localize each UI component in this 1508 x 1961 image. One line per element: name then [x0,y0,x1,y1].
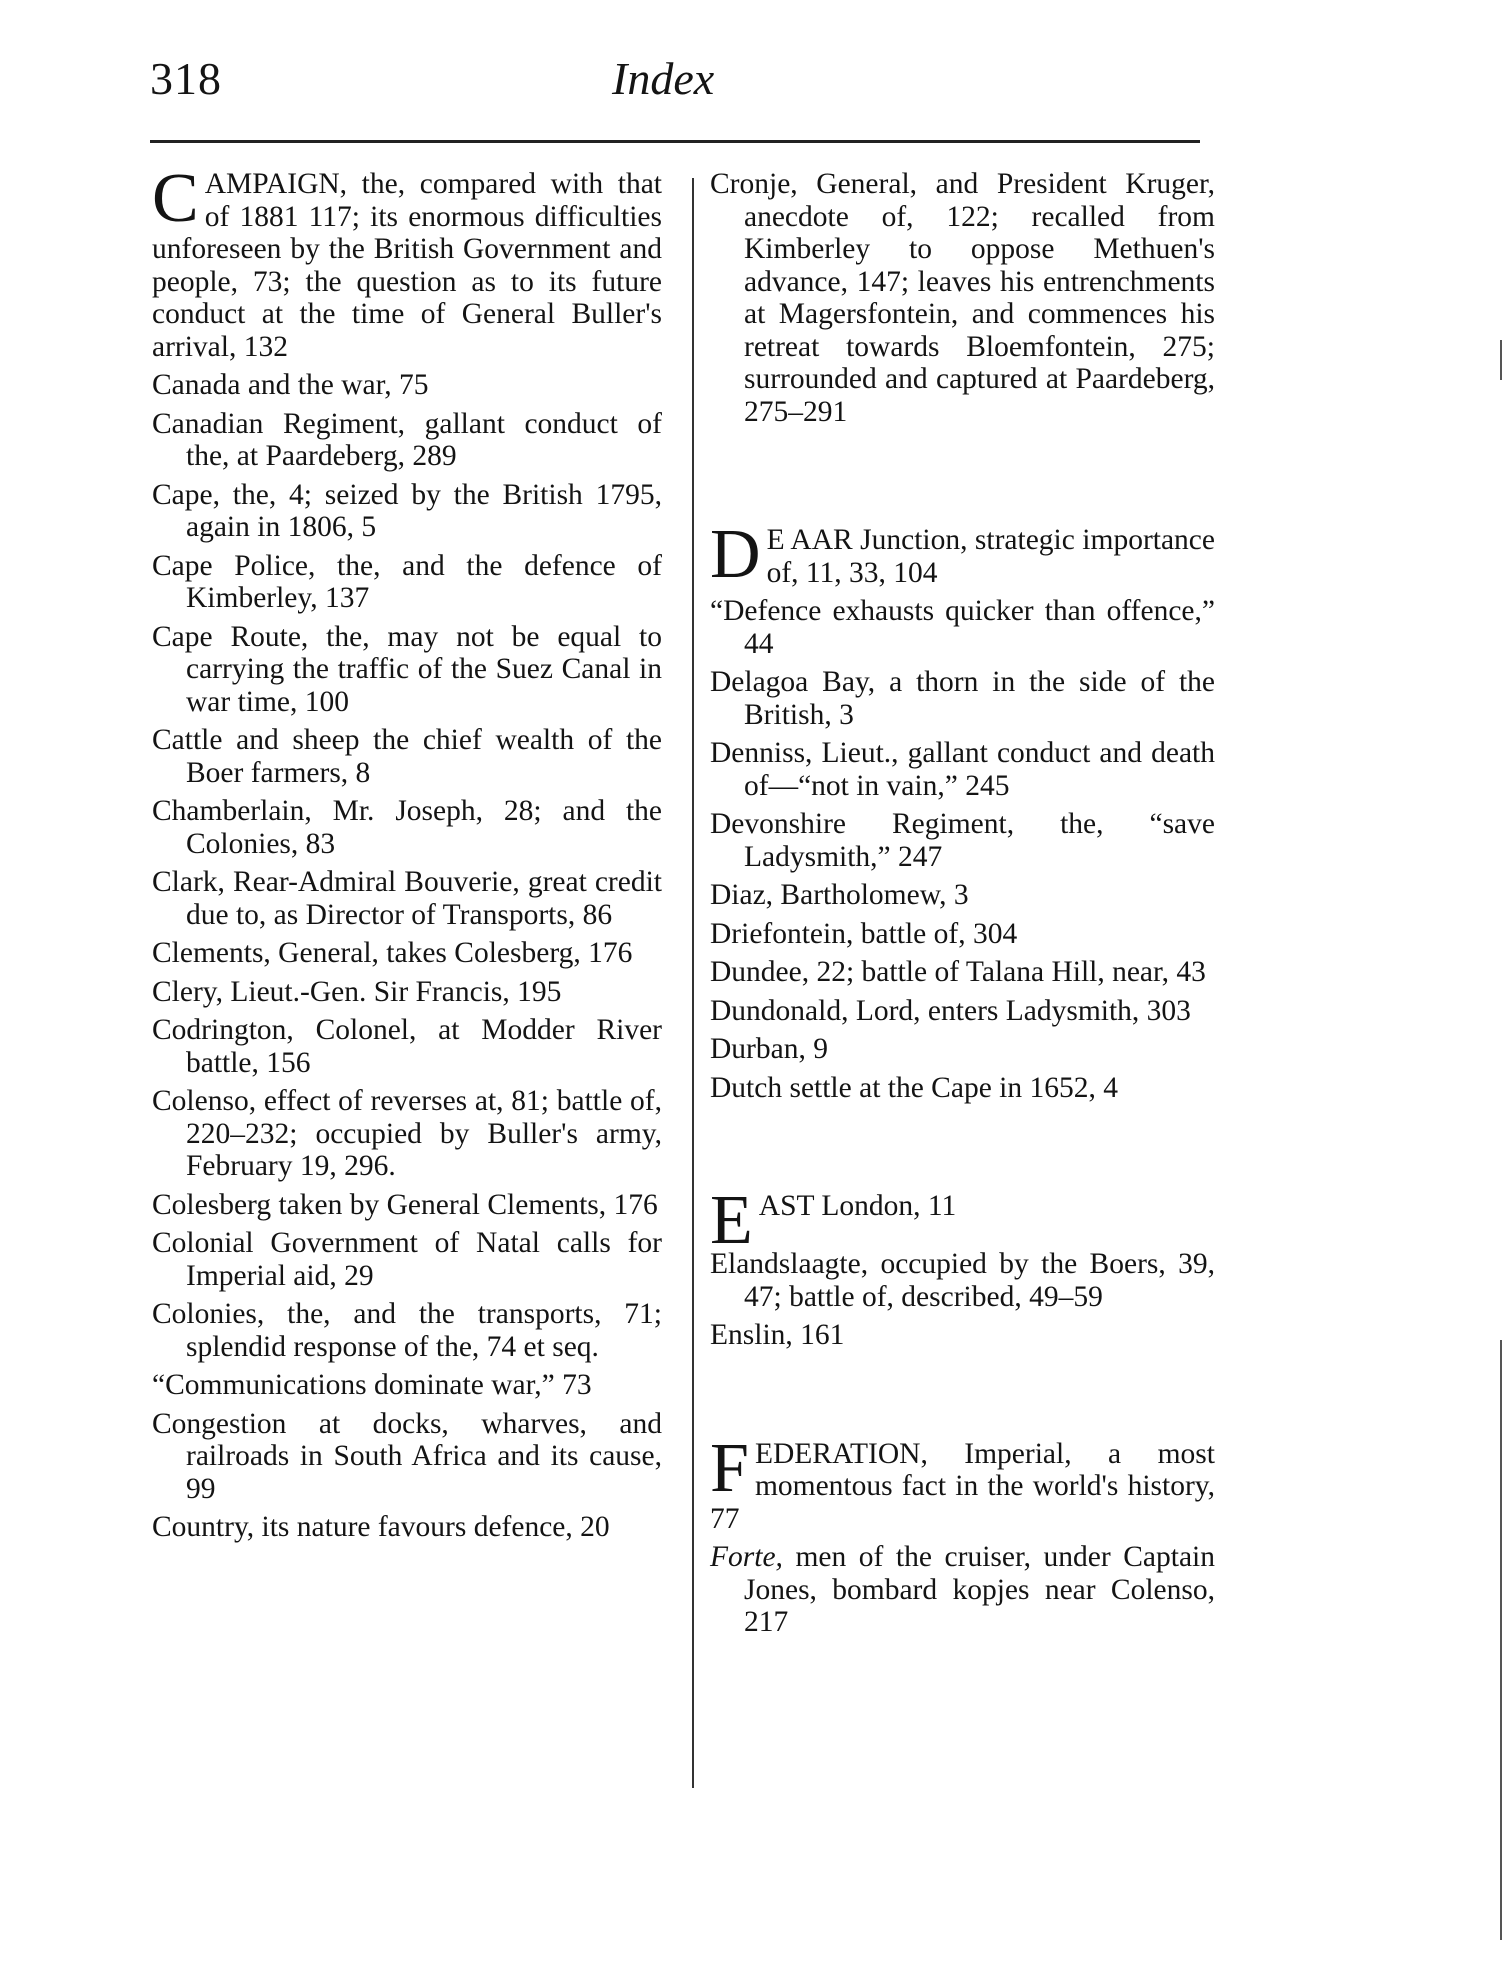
index-entry: Diaz, Bartholomew, 3 [710,879,969,911]
index-entry: Delagoa Bay, a thorn in the side of the British, 3 [710,666,1215,731]
index-section-head-c [152,160,662,363]
index-entry: Colenso, effect of reverses at, 81; battle of, 220–232; occupied by Buller's army, February 19, 296. [152,1085,662,1182]
section-gap [710,434,1215,524]
section-gap [710,1358,1215,1438]
section-f-text: EDERATION, Imperial, a most momentous fact in the world's history, 77 [710,1437,1215,1535]
index-entry: Colesberg taken by General Clements, 176 [152,1188,658,1221]
running-head: Index [612,53,715,104]
index-entry: Colonial Government of Natal calls for Imperial aid, 29 [152,1227,662,1292]
section-c-text: AMPAIGN, the, compared with that of 1881 117; its enormous difficulties unforeseen by the British Government and people, 73; the question as to its future conduct at the time of General Buller's arrival, 132 [152,168,662,363]
index-entry: Canada and the war, 75 [152,369,429,401]
index-entry: Clark, Rear-Admiral Bouverie, great credit due to, as Director of Transports, 86 [152,866,662,931]
left-column [152,160,662,1550]
ship-name: Forte, [710,1541,783,1573]
index-entry: Codrington, Colonel, at Modder River battle, 156 [152,1014,662,1079]
column-divider [692,178,694,1788]
section-gap [710,1110,1215,1190]
index-section-head-f [710,1429,1215,1536]
index-entry: Cape, the, 4; seized by the British 1795, again in 1806, 5 [152,478,662,543]
index-entry: Congestion at docks, wharves, and railroads in South Africa and its cause, 99 [152,1407,662,1505]
scan-edge-mark [1500,1340,1502,1940]
header-rule [150,140,1200,143]
index-entry: Enslin, 161 [710,1319,845,1351]
index-entry: Cronje, General, and President Kruger, anecdote of, 122; recalled from Kimberley to oppose Methuen's advance, 147; leaves his entrenchments at Magersfontein, and commences his retreat towards Bloemfontein, 275; surrounded and captured at Paardeberg, 275–291 [710,168,1215,428]
index-entry: Canadian Regiment, gallant conduct of the, at Paardeberg, 289 [152,407,662,472]
index-entry: Country, its nature favours defence, 20 [152,1511,610,1543]
index-section-head-e [710,1182,1215,1259]
page-number: 318 [150,53,222,104]
index-entry: Clery, Lieut.-Gen. Sir Francis, 195 [152,975,562,1008]
index-entry: “Defence exhausts quicker than offence,” 44 [710,595,1215,660]
dropcap-c: C [152,160,199,237]
index-entry: Colonies, the, and the transports, 71; splendid response of the, 74 et seq. [152,1298,662,1363]
index-entry: Dundee, 22; battle of Talana Hill, near, 43 [710,956,1206,988]
section-e-text: AST London, 11 [758,1190,957,1222]
index-entry: Chamberlain, Mr. Joseph, 28; and the Colonies, 83 [152,795,662,860]
scan-edge-mark [1500,340,1502,380]
dropcap-f: F [710,1429,749,1507]
entry-text: men of the cruiser, under Captain Jones, bombard kopjes near Colenso, 217 [744,1541,1215,1638]
index-entry: Driefontein, battle of, 304 [710,917,1018,950]
right-column [710,168,1215,1645]
index-entry: Cape Route, the, may not be equal to carrying the traffic of the Suez Canal in war time, 100 [152,620,662,718]
index-section-head-d [710,516,1215,593]
index-entry: Clements, General, takes Colesberg, 176 [152,937,633,969]
dropcap-d: D [710,516,761,593]
index-entry [710,1541,1215,1639]
index-entry: Dutch settle at the Cape in 1652, 4 [710,1071,1118,1104]
index-entry: Cape Police, the, and the defence of Kimberley, 137 [152,549,662,614]
index-entry: Elandslaagte, occupied by the Boers, 39, 47; battle of, described, 49–59 [710,1248,1215,1313]
index-entry: Denniss, Lieut., gallant conduct and death of—“not in vain,” 245 [710,737,1215,802]
index-entry: Devonshire Regiment, the, “save Ladysmith,” 247 [710,808,1215,873]
section-d-text: E AAR Junction, strategic importance of, 11, 33, 104 [766,524,1215,589]
index-entry: Cattle and sheep the chief wealth of the Boer farmers, 8 [152,724,662,789]
index-entry: Dundonald, Lord, enters Ladysmith, 303 [710,994,1191,1027]
dropcap-e: E [710,1182,753,1259]
index-entry: “Communications dominate war,” 73 [152,1369,592,1401]
index-entry: Durban, 9 [710,1033,828,1065]
